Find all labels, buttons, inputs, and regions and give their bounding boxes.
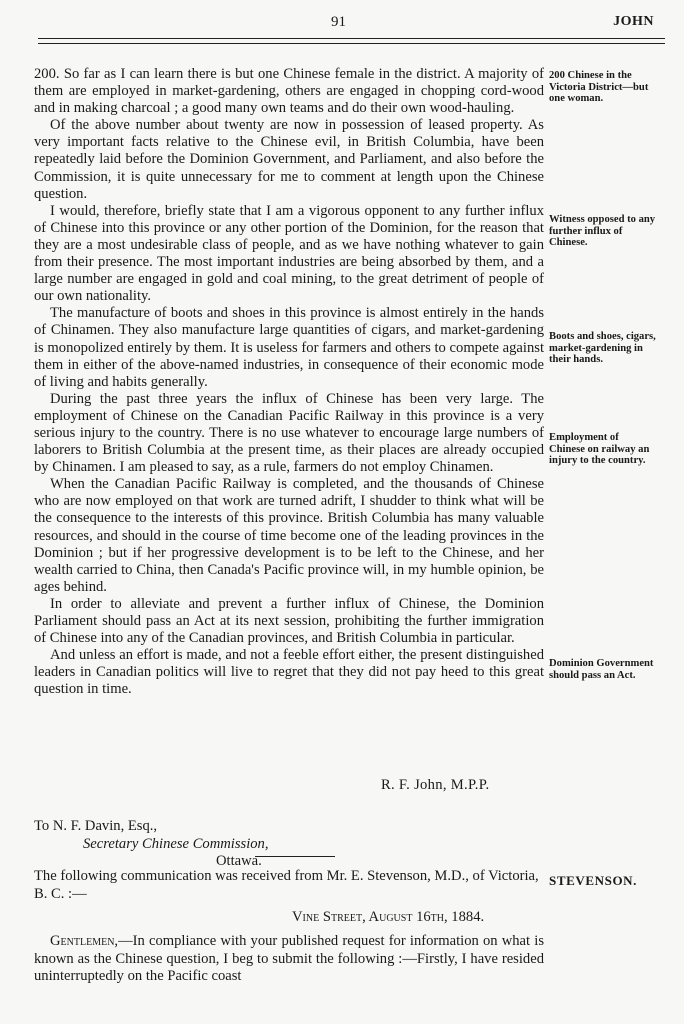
sidenote: Witness opposed to any further influx of Chinese. xyxy=(549,214,656,248)
paragraph: Of the above number about twenty are now in possession of leased property. As very important facts relative to the Chinese evil, in British Columbia, have been repeatedly laid before the Dominion Government, and Parliament, and also before the Commission, it is quite unnecessary for me to comment at length upon the Chinese question. xyxy=(34,117,544,202)
letter-text: —In compliance with your published request for information on what is known as the Chinese question, I beg to submit the following :—Firstly, I have resided uninterruptedly on the Pacific coast xyxy=(34,933,544,984)
signature: R. F. John, M.P.P. xyxy=(381,777,490,793)
sidenote: Boots and shoes, cigars, market-gardening in their hands. xyxy=(549,331,656,365)
paragraph-200: 200. So far as I can learn there is but one Chinese female in the district. A majority of them are employed in market-gardening, others are engaged in chopping cord-wood and in making charcoal ; a good many own teams and do their own wood-hauling. xyxy=(34,66,544,117)
section-divider xyxy=(255,856,335,857)
paragraph: During the past three years the influx of Chinese has been very large. The employment of Chinese on the Canadian Pacific Railway in this province is a very serious injury to the country. There is no use whatever to encourage large numbers of laborers to British Columbia at the present time, as their places are already occupied by Chinamen. I am pleased to say, as a rule, farmers do not employ Chinamen. xyxy=(34,390,544,476)
address-line: Ottawa. xyxy=(216,853,262,869)
stevenson-intro: The following communication was received from Mr. E. Stevenson, M.D., of Victoria, B. C. :— xyxy=(34,868,539,902)
paragraph: In order to alleviate and prevent a further influx of Chinese, the Dominion Parliament should pass an Act at its next session, prohibiting the further immigration of Chinese into any of the Canadian provinces, and British Columbia in particular. xyxy=(34,595,544,647)
salutation: Gentlemen, xyxy=(50,933,119,949)
running-head: JOHN xyxy=(613,14,654,29)
paragraph: And unless an effort is made, and not a feeble effort either, the present distinguished leaders in Canadian politics will live to regret that they did not pay heed to this great question in time. xyxy=(34,647,544,698)
paragraph: When the Canadian Pacific Railway is completed, and the thousands of Chinese who are now employed on that work are turned adrift, I shudder to think what will be the consequence to the interests of this province. British Columbia has many valuable resources, and should in the course of time become one of the leading provinces in the Dominion ; but if her progressive development is to be left to the Chinese, and her wealth carried to China, then Canada's Pacific province will, in my humble opinion, be ages behind. xyxy=(34,476,544,595)
sidenote: Employment of Chinese on railway an injury to the country. xyxy=(549,432,650,466)
sidenote: Dominion Government should pass an Act. xyxy=(549,658,654,681)
stevenson-letter xyxy=(34,933,544,986)
dateline: Vine Street, August 16th, 1884. xyxy=(292,909,485,925)
address-line: To N. F. Davin, Esq., xyxy=(34,818,158,834)
stevenson-side-head: STEVENSON. xyxy=(549,873,637,888)
address-line: Secretary Chinese Commission, xyxy=(83,836,269,852)
header-rule xyxy=(38,38,665,39)
paragraph: The manufacture of boots and shoes in this province is almost entirely in the hands of Chinamen. They also manufacture large quantities of cigars, and market-gardening is monopolized entirely by them. It is useless for farmers and others to compete against them in either of the above-named industries, in consequence of their economic mode of living and habits generally. xyxy=(34,305,544,390)
page-number: 91 xyxy=(331,14,346,30)
header-rule-thin xyxy=(38,43,665,44)
paragraph: I would, therefore, briefly state that I am a vigorous opponent to any further influx of Chinese into this province or any other portion of the Dominion, for the reason that they are a most undesirable class of people, and as we have nothing whatever to gain from their presence. The most important industries are being absorbed by them, and a large number are engaged in gold and coal mining, to the great detriment of people of our own nationality. xyxy=(34,202,544,305)
main-text xyxy=(34,66,544,698)
sidenote: 200 Chinese in the Victoria District—but one woman. xyxy=(549,70,649,104)
